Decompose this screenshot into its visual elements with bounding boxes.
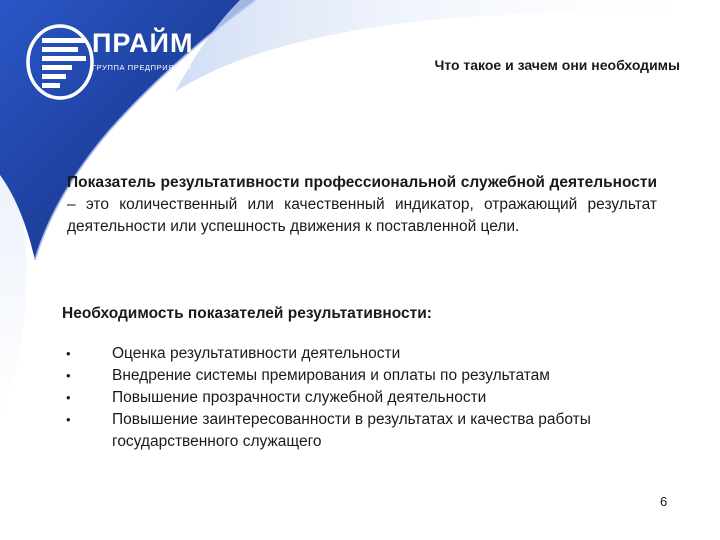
list-item: [66, 409, 686, 453]
logo-name: ПРАЙМ: [92, 28, 194, 58]
section-heading: Необходимость показателей результативности:: [62, 305, 432, 322]
bullet-text: Внедрение системы премирования и оплаты по результатам: [112, 367, 550, 384]
list-item: [66, 365, 686, 387]
bullet-icon: •: [66, 368, 71, 383]
definition-text: – это количественный или качественный индикатор, отражающий результат деятельности или успешность движения к поставленной цели.: [67, 196, 657, 235]
bullet-icon: •: [66, 346, 71, 361]
logo-subtitle: ГРУППА ПРЕДПРИЯТИЙ: [92, 63, 192, 72]
bullet-text: Повышение заинтересованности в результатах и качества работы государственного служащего: [112, 411, 591, 450]
bullet-list: [66, 343, 686, 453]
bullet-icon: •: [66, 390, 71, 405]
definition-term: Показатель результативности профессиональной служебной деятельности: [67, 174, 657, 191]
list-item: [66, 387, 686, 409]
bullet-text: Оценка результативности деятельности: [112, 345, 401, 362]
bullet-text: Повышение прозрачности служебной деятельности: [112, 389, 487, 406]
list-item: [66, 343, 686, 365]
definition-paragraph: [67, 172, 657, 238]
page-number: 6: [660, 494, 668, 509]
bullet-icon: •: [66, 412, 71, 427]
slide-title: Что такое и зачем они необходимы: [434, 57, 680, 73]
